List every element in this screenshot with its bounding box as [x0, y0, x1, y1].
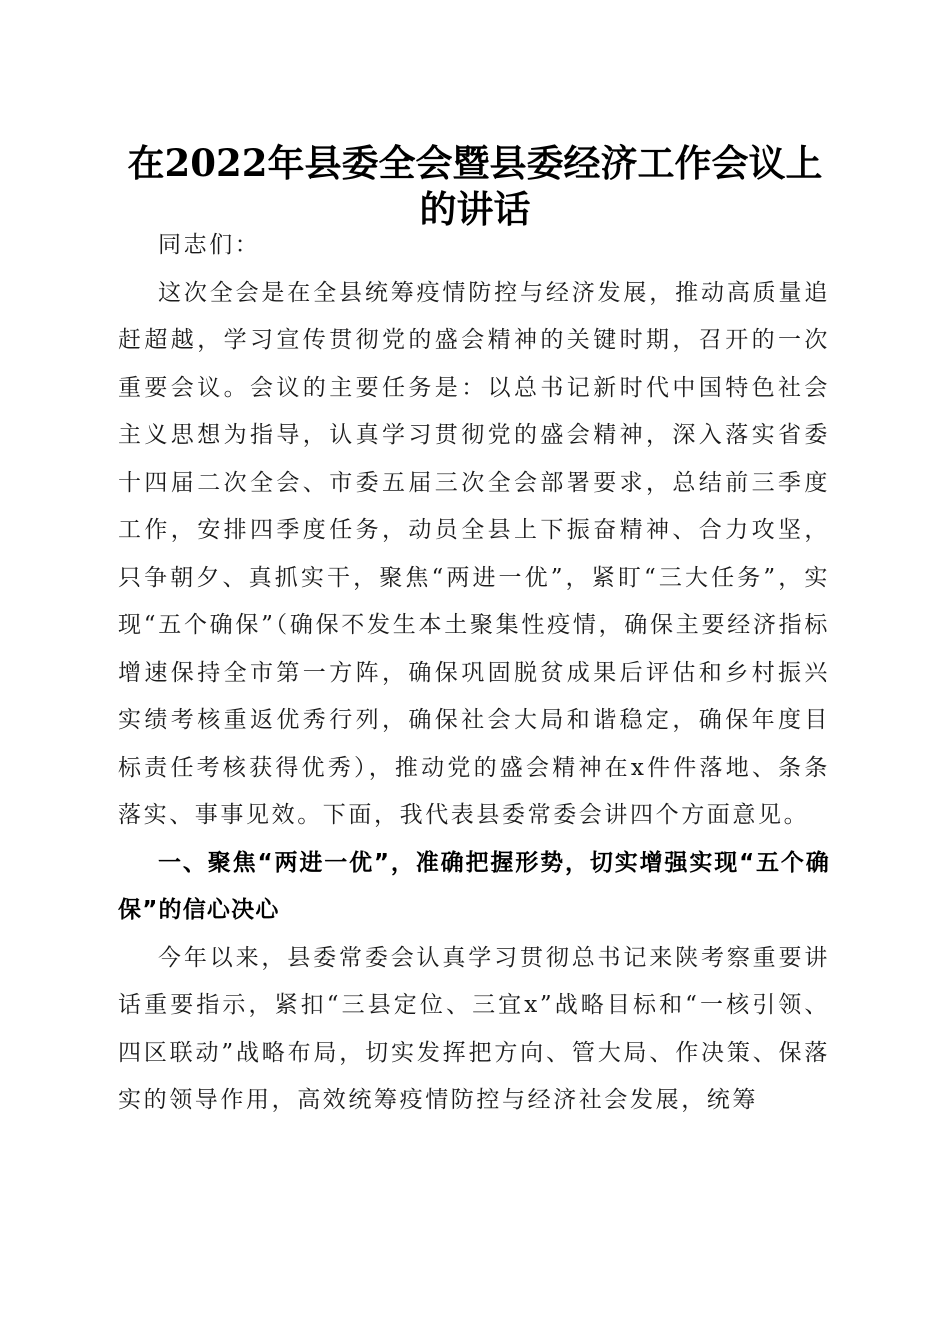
greeting-line: 同志们： — [158, 232, 261, 258]
paragraph-section-1: 今年以来，县委常委会认真学习贯彻总书记来陕考察重要讲话重要指示，紧扣“三县定位、三宜x”战略目标和“一核引领、四区联动”战略布局，切实发挥把方向、管大局、作决策、保落实的领导作用，高效统筹疫情防控与经济社会发展，统筹 — [118, 944, 830, 1113]
section-heading-1: 一、聚焦“两进一优”，准确把握形势，切实增强实现“五个确保”的信心决心 — [118, 849, 830, 923]
paragraph-intro: 这次全会是在全县统筹疫情防控与经济发展，推动高质量追赶超越，学习宣传贯彻党的盛会精神的关键时期，召开的一次重要会议。会议的主要任务是：以总书记新时代中国特色社会主义思想为指导，认真学习贯彻党的盛会精神，深入落实省委十四届二次全会、市委五届三次全会部署要求，总结前三季度工作，安排四季度任务，动员全县上下振奋精神、合力攻坚，只争朝夕、真抓实干，聚焦“两进一优”，紧盯“三大任务”，实现“五个确保”（确保不发生本土聚集性疫情，确保主要经济指标增速保持全市第一方阵，确保巩固脱贫成果后评估和乡村振兴实绩考核重返优秀行列，确保社会大局和谐稳定，确保年度目标责任考核获得优秀），推动党的盛会精神在x件件落地、条条落实、事事见效。下面，我代表县委常委会讲四个方面意见。 — [118, 279, 830, 828]
document-title: 在2022年县委全会暨县委经济工作会议上的讲话 — [127, 141, 823, 231]
document-body — [118, 222, 830, 1125]
